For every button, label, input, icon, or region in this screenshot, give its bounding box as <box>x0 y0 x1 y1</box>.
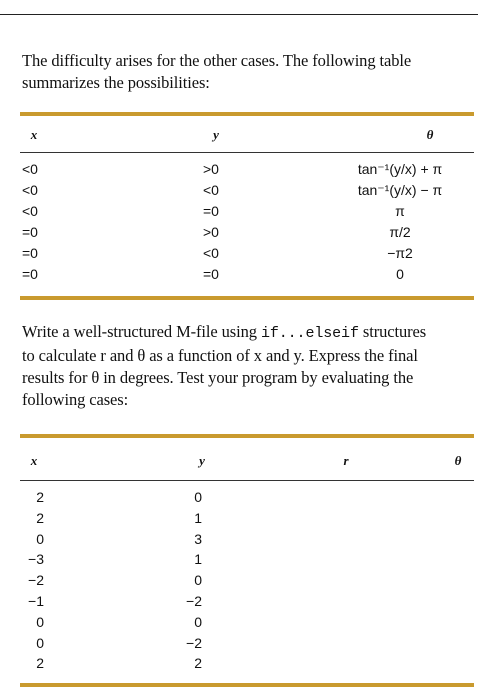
table2-header-theta: θ <box>454 453 462 468</box>
task-line-1 <box>22 321 478 345</box>
table1-cell-theta: −π2 <box>387 245 413 261</box>
table1-cell-x: =0 <box>22 224 38 240</box>
table1-bottom-rule <box>20 296 474 300</box>
table1-cell-y: =0 <box>203 266 219 282</box>
table1-header-y: y <box>213 127 219 142</box>
table2-cell-y: 1 <box>194 551 202 568</box>
table2-cell-y: 0 <box>194 489 202 505</box>
table2-cell-x: 2 <box>36 509 44 526</box>
table1-cell-theta: tan⁻¹(y/x) + π <box>357 161 443 177</box>
code-if-elseif: if...elseif <box>260 325 359 342</box>
table2-header-x: x <box>30 453 38 468</box>
table2-cell-y: −2 <box>186 593 202 609</box>
table1-cell-x: =0 <box>22 266 38 282</box>
table2-bottom-rule <box>20 683 474 687</box>
table2-cell-x: 0 <box>36 634 44 651</box>
task-paragraph <box>22 321 478 411</box>
task-line-4: following cases: <box>22 390 129 409</box>
table2-cell-x: −3 <box>28 551 44 568</box>
table1-cell-theta: π <box>395 203 405 219</box>
table1-cell-theta: 0 <box>396 266 404 282</box>
intro-line-1: The difficulty arises for the other cases. The following table <box>22 51 412 70</box>
table1-header-theta: θ <box>426 127 434 142</box>
table2-header-r: r <box>343 453 349 468</box>
intro-paragraph <box>22 50 478 94</box>
table1-cell-theta: tan⁻¹(y/x) − π <box>357 182 443 198</box>
intro-line-2: summarizes the possibilities: <box>22 73 210 92</box>
table1-cell-theta: π/2 <box>389 224 411 240</box>
task-line-3: results for θ in degrees. Test your program by evaluating the <box>22 368 414 387</box>
table2-cell-x: 0 <box>36 613 44 630</box>
table2-header-rule <box>20 480 474 481</box>
task-line-1-post: structures <box>358 322 427 341</box>
table2-header-y: y <box>199 453 205 468</box>
table2-cell-y: −2 <box>186 634 202 651</box>
table2-cell-y: 3 <box>194 530 202 547</box>
top-divider <box>0 14 478 15</box>
table1-cell-x: =0 <box>22 245 38 261</box>
table2-cell-x: −1 <box>28 593 44 609</box>
table2-cell-y: 1 <box>194 509 202 526</box>
table1-cell-y: >0 <box>203 224 219 240</box>
table2-cell-x: −2 <box>28 572 44 589</box>
table1-header-rule <box>20 152 474 153</box>
table2-top-rule <box>20 434 474 438</box>
table1-header-x: x <box>30 127 38 142</box>
table1-cell-y: <0 <box>203 182 219 198</box>
table2-cell-x: 0 <box>36 530 44 547</box>
table1-cell-y: <0 <box>203 245 219 261</box>
table1-cell-x: <0 <box>22 182 38 198</box>
table1-cell-x: <0 <box>22 161 38 177</box>
table2-cell-y: 0 <box>194 572 202 589</box>
table2-cell-x: 2 <box>36 655 44 672</box>
task-line-1-pre: Write a well-structured M-file using <box>22 322 261 341</box>
table1-cell-x: <0 <box>22 203 38 219</box>
task-line-2: to calculate r and θ as a function of x and y. Express the final <box>22 346 418 365</box>
table2-cell-y: 0 <box>194 613 202 630</box>
table2-cell-x: 2 <box>36 489 44 505</box>
table1-cell-y: =0 <box>203 203 219 219</box>
table2-cell-y: 2 <box>194 655 202 672</box>
table1-top-rule <box>20 112 474 116</box>
table1-cell-y: >0 <box>203 161 219 177</box>
